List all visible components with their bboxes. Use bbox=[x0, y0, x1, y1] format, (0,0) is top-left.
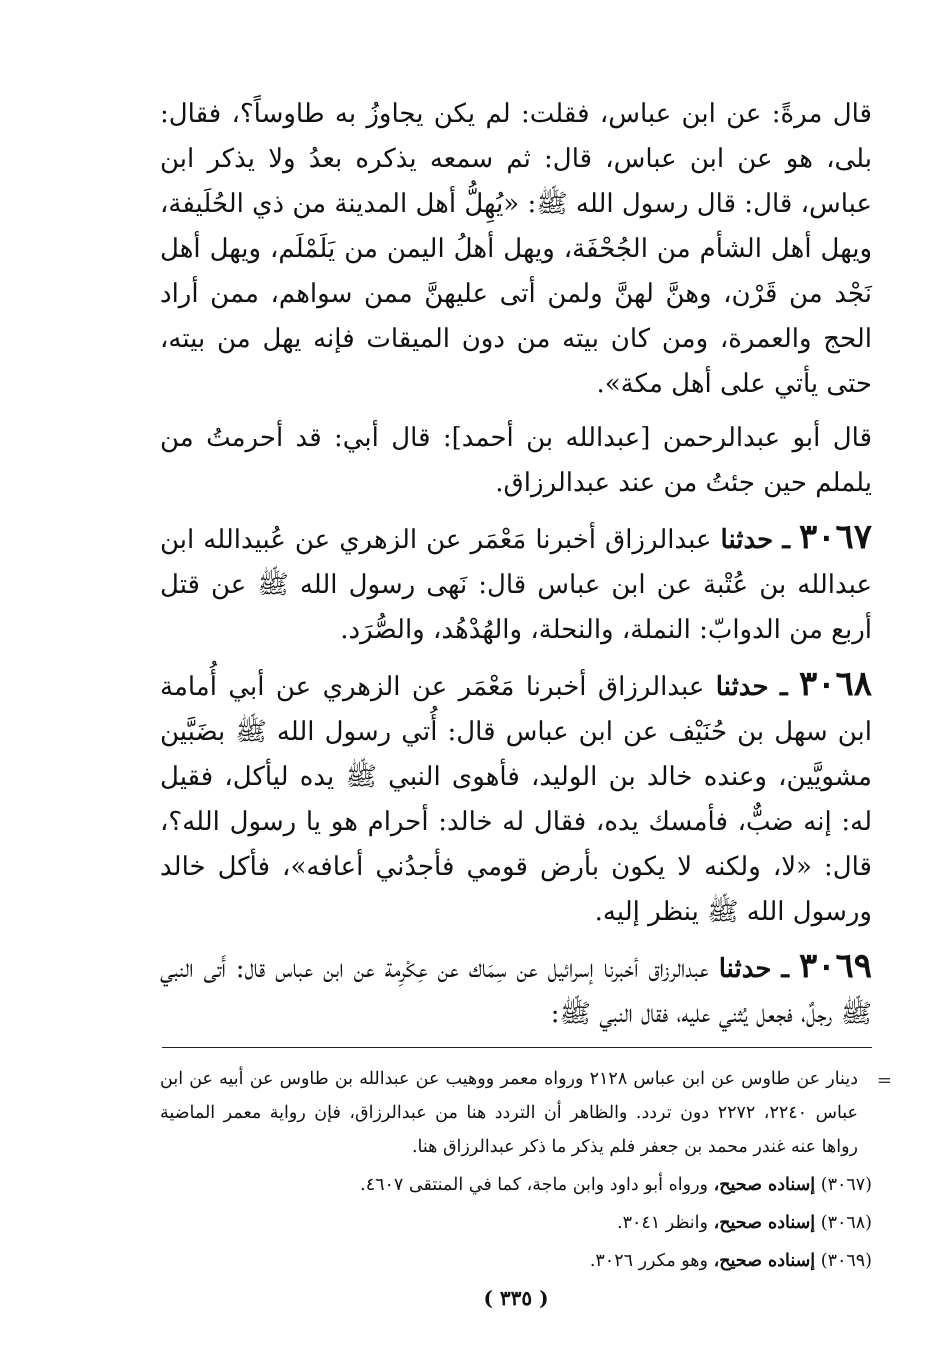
hadith-number: ٣٠٦٩ bbox=[798, 946, 873, 986]
continuation-mark: = bbox=[876, 1070, 892, 1091]
footnote-3068 bbox=[160, 1206, 872, 1240]
footnote-ref: (٣٠٦٧) bbox=[820, 1175, 872, 1195]
footnote-separator bbox=[162, 1047, 872, 1048]
page-number: ( ٣٣٥ ) bbox=[483, 1286, 549, 1310]
hadith-number: ٣٠٦٨ bbox=[799, 664, 873, 704]
document-page bbox=[160, 92, 892, 1312]
hadith-dash: ـ bbox=[779, 672, 788, 702]
hadith-number: ٣٠٦٧ bbox=[798, 517, 873, 557]
hadith-lead-word: حدثنا bbox=[718, 954, 772, 984]
footnote-text: وهو مكرر ٣٠٢٦. bbox=[589, 1251, 708, 1271]
hadith-3068 bbox=[160, 662, 872, 935]
footnote-label: إسناده صحيح، bbox=[713, 1213, 816, 1233]
hadith-lead-word: حدثنا bbox=[715, 672, 769, 702]
footnote-label: إسناده صحيح، bbox=[713, 1175, 816, 1195]
footnote-continuation: دينار عن طاوس عن ابن عباس ٢١٢٨ ورواه معمر ووهيب عن عبدالله بن طاوس عن أبيه عن ابن عباس ٢٢٤٠، ٢٢٧٢ دون تردد. والظاهر أن التردد هنا من عبدالرزاق، فإن رواية معمر الماضية رواها عنه غندر محمد بن جعفر فلم يذكر ما ذكر عبدالرزاق هنا. bbox=[160, 1069, 859, 1157]
footnote-3067 bbox=[160, 1168, 872, 1202]
footnote-ref: (٣٠٦٩) bbox=[820, 1251, 872, 1271]
hadith-text: عبدالرزاق أخبرنا إسرائيل عن سِمَاك عن عِكْرِمة عن ابن عباس قال: أَتى النبي ﷺ رجلٌ، فجعل يُثني عليه، فقال النبي ﷺ: bbox=[160, 954, 872, 1029]
footnote-3069 bbox=[160, 1244, 872, 1278]
footnote-ref: (٣٠٦٨) bbox=[820, 1213, 872, 1233]
hadith-text: عبدالرزاق أخبرنا مَعْمَر عن الزهري عن أبي أُمامة ابن سهل بن حُنَيْف عن ابن عباس قال: أُتي رسول الله ﷺ بضَبَّين مشويَّين، وعنده خالد بن الوليد، فأهوى النبي ﷺ يده ليأكل، فقيل له: إنه ضبٌّ، فأمسك يده، فقال له خالد: أحرام هو يا رسول الله؟، قال: «لا، ولكنه لا يكون بأرض قومي فأجدُني أعافه»، فأكل خالد ورسول الله ﷺ ينظر إليه. bbox=[160, 672, 872, 927]
footnotes bbox=[160, 1062, 892, 1278]
hadith-lead-word: حدثنا bbox=[720, 525, 774, 555]
hadith-dash: ـ bbox=[782, 525, 790, 555]
hadith-3067 bbox=[160, 515, 872, 653]
hadith-text: عبدالرزاق أخبرنا مَعْمَر عن الزهري عن عُبيدالله ابن عبدالله بن عُتْبة عن ابن عباس قال: نَهى رسول الله ﷺ عن قتل أربع من الدوابّ: النملة، والنحلة، والهُدْهُد، والصُّرَد. bbox=[160, 525, 872, 645]
main-text bbox=[160, 92, 872, 1037]
paragraph-1: قال مرةً: عن ابن عباس، فقلت: لم يكن يجاوزُ به طاوساً؟، فقال: بلى، هو عن ابن عباس، قال: ثم سمعه يذكره بعدُ ولا يذكر ابن عباس، قال: قال رسول الله ﷺ: «يُهِلُّ أهل المدينة من ذي الحُلَيفة، ويهل أهل الشأم من الجُحْفَة، ويهل أهلُ اليمن من يَلَمْلَم، ويهل أهل نَجْد من قَرْن، وهنَّ لهنَّ ولمن أتى عليهنَّ ممن سواهم، ممن أراد الحج والعمرة، ومن كان بيته من دون الميقات فإنه يهل من بيته، حتى يأتي على أهل مكة». bbox=[160, 99, 872, 399]
footnote-label: إسناده صحيح، bbox=[713, 1251, 816, 1271]
footnote-text: ورواه أبو داود وابن ماجة، كما في المنتقى ٤٦٠٧. bbox=[360, 1175, 708, 1195]
hadith-dash: ـ bbox=[781, 954, 790, 984]
hadith-3069 bbox=[160, 944, 872, 1037]
footnote-text: وانظر ٣٠٤١. bbox=[617, 1213, 708, 1233]
paragraph-2: قال أبو عبدالرحمن [عبدالله بن أحمد]: قال أبي: قد أحرمتُ من يلملم حين جئتُ من عند عبدالرزاق. bbox=[160, 423, 872, 498]
